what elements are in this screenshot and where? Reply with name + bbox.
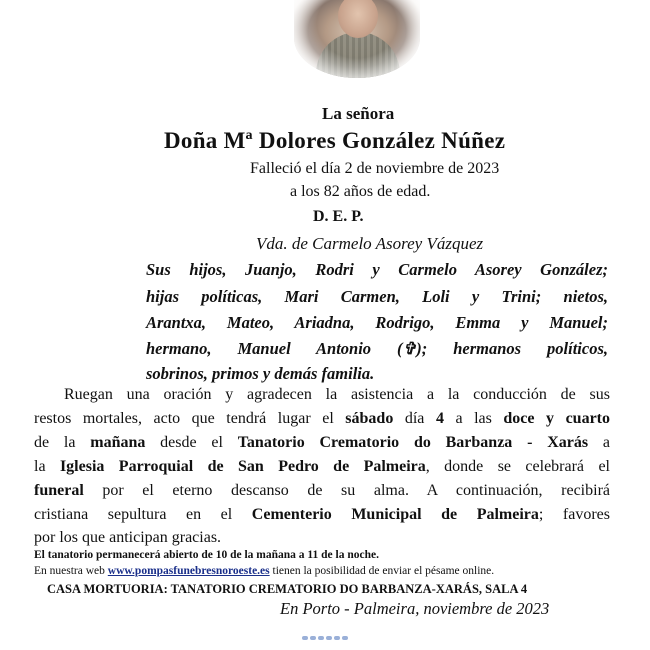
- body-line-1: Ruegan una oración y agradecen la asistencia a la conducción de sus: [64, 386, 610, 403]
- age: a los 82 años de edad.: [290, 183, 431, 200]
- body-line-6: cristiana sepultura en el Cementerio Municipal de Palmeira; favores: [34, 506, 610, 523]
- place-date: En Porto - Palmeira, noviembre de 2023: [280, 599, 550, 618]
- ornament-icon: [296, 636, 354, 650]
- website-link[interactable]: www.pompasfunebresnoroeste.es: [107, 565, 270, 577]
- deceased-photo: [294, 0, 420, 78]
- widow-of: Vda. de Carmelo Asorey Vázquez: [256, 234, 484, 253]
- body-line-5: funeral por el eterno descanso de su alma. A continuación, recibirá: [34, 482, 610, 499]
- deceased-name: Doña Mª Dolores González Núñez: [164, 128, 506, 153]
- la-senora: La señora: [322, 104, 395, 123]
- body-line-7: por los que anticipan gracias.: [34, 529, 222, 546]
- body-line-4: la Iglesia Parroquial de San Pedro de Palmeira, donde se celebrará el: [34, 458, 610, 475]
- body-line-3: de la mañana desde el Tanatorio Crematorio do Barbanza - Xarás a: [34, 434, 611, 451]
- death-date: Falleció el día 2 de noviembre de 2023: [250, 160, 500, 177]
- casa-mortuoria: CASA MORTUORIA: TANATORIO CREMATORIO DO BARBANZA-XARÁS, SALA 4: [47, 582, 528, 596]
- family-line-4: hermano, Manuel Antonio (✞); hermanos políticos,: [146, 339, 608, 358]
- dep: D. E. P.: [313, 208, 364, 225]
- web-note: En nuestra web www.pompasfunebresnoroeste.es tienen la posibilidad de enviar el pésame online.: [34, 565, 495, 577]
- family-line-2: hijas políticas, Mari Carmen, Loli y Trini; nietos,: [146, 287, 608, 306]
- body-line-2: restos mortales, acto que tendrá lugar el sábado día 4 a las doce y cuarto: [34, 410, 610, 427]
- tanatorio-hours: El tanatorio permanecerá abierto de 10 de la mañana a 11 de la noche.: [34, 549, 379, 561]
- family-line-1: Sus hijos, Juanjo, Rodri y Carmelo Asorey González;: [146, 260, 608, 279]
- family-line-3: Arantxa, Mateo, Ariadna, Rodrigo, Emma y Manuel;: [146, 313, 608, 332]
- family-line-5: sobrinos, primos y demás familia.: [146, 364, 375, 383]
